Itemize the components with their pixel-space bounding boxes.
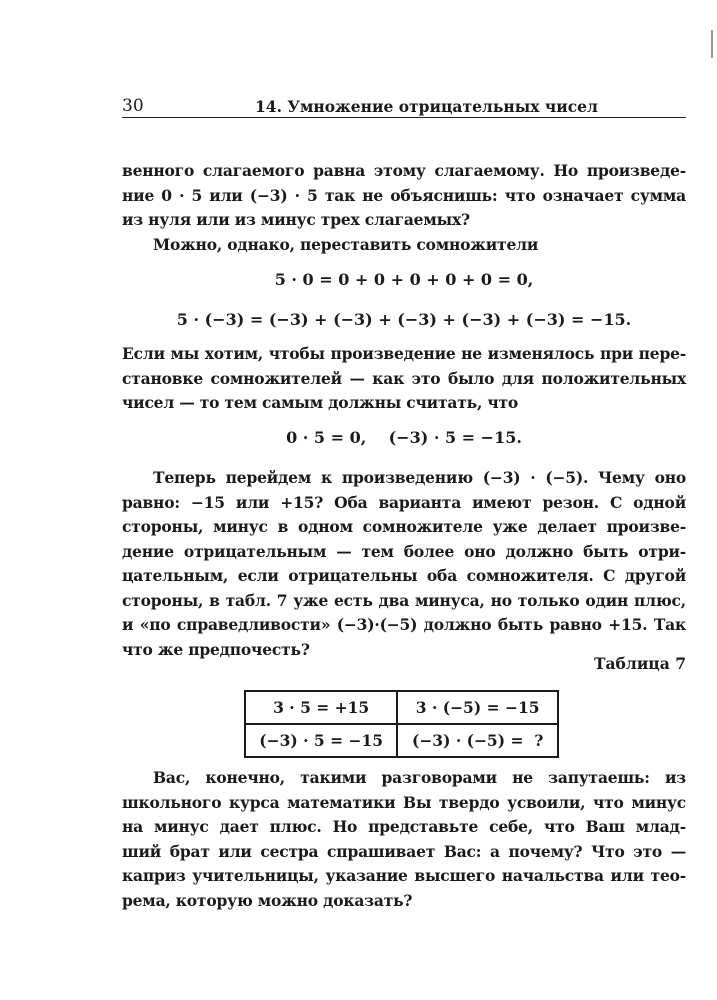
text-line: Можно, однако, переставить сомножители [153,234,539,254]
paragraph-3 [122,342,686,416]
text-line: дение отрицательным — тем более оно должно быть отри- [122,541,686,561]
table-caption: Таблица 7 [593,654,686,673]
text-line: равно: −15 или +15? Оба варианта имеют резон. С одной [122,492,686,512]
table-cell: (−3) · 5 = −15 [245,724,397,757]
page-header [122,96,686,118]
text-line: цательным, если отрицательны оба сомножителя. С другой [122,566,686,585]
text-line: венного слагаемого равна этому слагаемому. Но произведе- [122,161,686,180]
text-line: школьного курса математики Вы твердо усвоили, что минус [122,792,686,812]
paragraph-5 [122,766,686,913]
text-line: и «по справедливости» (−3)·(−5) должно быть равно +15. Так [122,615,686,634]
table-7 [244,690,559,758]
text-line: Вас, конечно, такими разговорами не запутаешь: из [153,768,686,787]
text-line: становке сомножителей — как это было для положительных [122,368,686,388]
header-rule [122,117,686,118]
text-line: на минус дает плюс. Но представьте себе, что Ваш млад- [122,817,686,836]
table-row [245,691,558,724]
equation-1: 5 · 0 = 0 + 0 + 0 + 0 + 0 = 0, [274,270,534,289]
text-line: Если мы хотим, чтобы произведение не изменялось при пере- [122,344,686,363]
equation-2: 5 · (−3) = (−3) + (−3) + (−3) + (−3) + (−3) = −15. [176,310,632,329]
paragraph-1 [122,159,686,257]
table-cell: (−3) · (−5) = ? [397,724,558,757]
text-line: стороны, в табл. 7 уже есть два минуса, но только один плюс, [122,590,686,610]
text-line: ший брат или сестра спрашивает Вас: а почему? Что это — [122,841,686,861]
equation-3: 0 · 5 = 0, (−3) · 5 = −15. [286,428,522,447]
text-line: из нуля или из минус трех слагаемых? [122,210,470,229]
table-cell: 3 · 5 = +15 [245,691,397,724]
text-line: рема, которую можно доказать? [122,890,413,910]
text-line: ние 0 · 5 или (−3) · 5 так не объяснишь: что означает сумма [122,185,686,205]
margin-mark [711,30,713,58]
text-line: чисел — то тем самым должны считать, что [122,393,519,412]
text-line: каприз учительницы, указание высшего начальства или тео- [122,866,686,885]
paragraph-4 [122,466,686,662]
table-cell: 3 · (−5) = −15 [397,691,558,724]
text-line: стороны, минус в одном сомножителе уже делает произве- [122,517,686,536]
text-line: что же предпочесть? [122,639,310,659]
text-line: Теперь перейдем к произведению (−3) · (−5). Чему оно [153,468,686,487]
table-row [245,724,558,757]
running-title: 14. Умножение отрицательных чисел [255,97,598,116]
page-number: 30 [122,96,144,116]
